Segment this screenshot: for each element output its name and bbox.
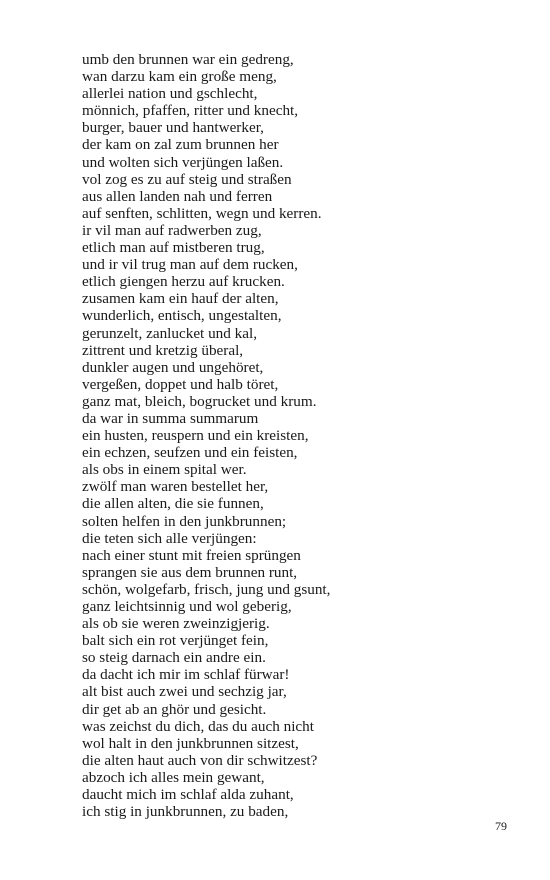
poem-line: aus allen landen nah und ferren — [82, 187, 273, 205]
poem-line: sprangen sie aus dem brunnen runt, — [82, 563, 298, 581]
poem-line: und wolten sich verjüngen laßen. — [82, 153, 284, 171]
poem-line: allerlei nation und gschlecht, — [82, 85, 258, 103]
poem-line: zusamen kam ein hauf der alten, — [82, 290, 279, 308]
poem-line: die alten haut auch von dir schwitzest? — [82, 751, 318, 769]
poem-line: abzoch ich alles mein gewant, — [82, 768, 265, 786]
poem-line: und ir vil trug man auf dem rucken, — [82, 256, 298, 274]
poem-line: ir vil man auf radwerben zug, — [82, 221, 262, 239]
poem-line: gerunzelt, zanlucket und kal, — [82, 324, 258, 342]
poem-line: daucht mich im schlaf alda zuhant, — [82, 786, 294, 804]
poem-line: etlich man auf mistberen trug, — [82, 239, 265, 257]
poem-line: die allen alten, die sie funnen, — [82, 495, 264, 513]
page-number: 79 — [495, 819, 507, 833]
poem-line: ganz leichtsinnig und wol geberig, — [82, 598, 292, 615]
poem-line: umb den brunnen war ein gedreng, — [82, 51, 294, 68]
poem-line: ein echzen, seufzen und ein feisten, — [82, 444, 298, 462]
poem-line: zittrent und kretzig überal, — [82, 341, 244, 359]
poem-line: die teten sich alle verjüngen: — [82, 529, 257, 547]
poem-line: auf senften, schlitten, wegn und kerren. — [82, 204, 322, 222]
poem-line: vergeßen, doppet und halb töret, — [82, 375, 279, 393]
poem-line: wan darzu kam ein große meng, — [82, 68, 277, 86]
poem-line: als ob sie weren zweinzigjerig. — [82, 615, 270, 633]
poem-line: ganz mat, bleich, bogrucket und krum. — [82, 392, 317, 410]
poem-line: balt sich ein rot verjünget fein, — [82, 632, 269, 650]
poem-line: solten helfen in den junkbrunnen; — [82, 512, 287, 530]
poem-line: was zeichst du dich, das du auch nicht — [82, 717, 314, 735]
poem-line: nach einer stunt mit freien sprüngen — [82, 546, 301, 564]
poem-line: etlich giengen herzu auf krucken. — [82, 273, 285, 291]
poem-line: als obs in einem spital wer. — [82, 461, 247, 479]
poem-line: wunderlich, entisch, ungestalten, — [82, 307, 282, 325]
poem-line: mönnich, pfaffen, ritter und knecht, — [82, 102, 299, 120]
poem-line: dunkler augen und ungehöret, — [82, 358, 264, 376]
poem-line: vol zog es zu auf steig und straßen — [82, 170, 292, 188]
poem-line: dir get ab an ghör und gesicht. — [82, 700, 267, 718]
poem-line: da war in summa summarum — [82, 409, 259, 427]
poem-line: zwölf man waren bestellet her, — [82, 478, 269, 496]
poem-line: alt bist auch zwei und sechzig jar, — [82, 683, 287, 701]
poem-line: so steig darnach ein andre ein. — [82, 649, 266, 667]
poem-line: ich stig in junkbrunnen, zu baden, — [82, 803, 289, 821]
poem-line: wol halt in den junkbrunnen sitzest, — [82, 734, 299, 752]
poem-line: ein husten, reuspern und ein kreisten, — [82, 427, 309, 445]
poem-line: da dacht ich mir im schlaf fürwar! — [82, 666, 290, 684]
poem-line: burger, bauer und hantwerker, — [82, 119, 264, 137]
poem-line: schön, wolgefarb, frisch, jung und gsunt, — [82, 580, 331, 598]
poem-line: der kam on zal zum brunnen her — [82, 136, 279, 154]
poem-text — [82, 51, 330, 820]
